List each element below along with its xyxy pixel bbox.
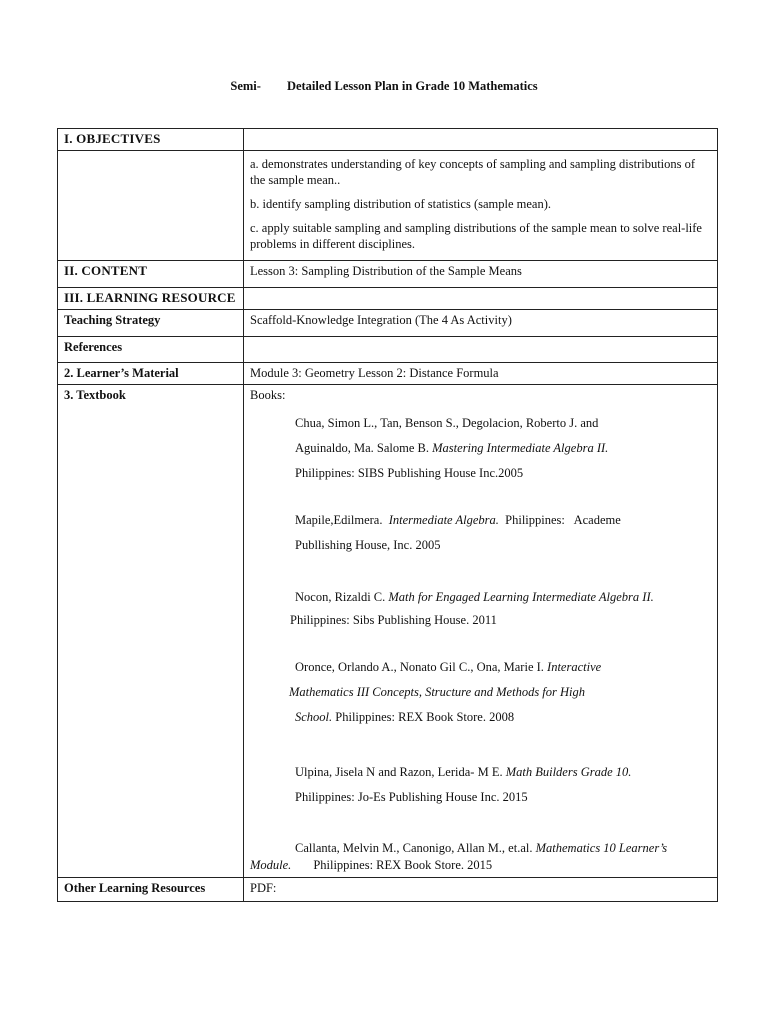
table-row — [58, 878, 718, 902]
title-part-2: Detailed Lesson Plan in Grade 10 Mathematics — [286, 79, 538, 93]
learners-material-label: 2. Learner’s Material — [58, 363, 244, 385]
references-value — [244, 337, 718, 363]
table-row — [58, 337, 718, 363]
other-resources-label: Other Learning Resources — [58, 878, 244, 902]
table-row — [58, 129, 718, 151]
teaching-strategy-label: Teaching Strategy — [58, 310, 244, 337]
book-reference: Nocon, Rizaldi C. Math for Engaged Learning Intermediate Algebra II. Philippines: Sibs Publishing House. 2011 — [290, 590, 654, 627]
textbook-books — [244, 385, 718, 878]
table-row — [58, 385, 718, 878]
other-resources-value: PDF: — [244, 878, 718, 902]
table-row — [58, 310, 718, 337]
table-row — [58, 151, 718, 261]
book-reference: Ulpina, Jisela N and Razon, Lerida- M E. Math Builders Grade 10. Philippines: Jo-Es Publishing House Inc. 2015 — [295, 765, 632, 804]
textbook-label: 3. Textbook — [58, 385, 244, 878]
table-row — [58, 261, 718, 288]
table-row — [58, 363, 718, 385]
learners-material-value: Module 3: Geometry Lesson 2: Distance Formula — [244, 363, 718, 385]
objectives-value — [244, 129, 718, 151]
book-reference: Mapile,Edilmera. Intermediate Algebra. Philippines: Academe Publlishing House, Inc. 2005 — [295, 513, 621, 552]
learning-resource-value — [244, 288, 718, 310]
teaching-strategy-value: Scaffold-Knowledge Integration (The 4 As Activity) — [244, 310, 718, 337]
objective-item: c. apply suitable sampling and sampling distributions of the sample mean to solve real-life problems in different disciplines. — [250, 221, 702, 251]
empty-cell — [58, 151, 244, 261]
content-value: Lesson 3: Sampling Distribution of the Sample Means — [244, 261, 718, 288]
book-reference: Chua, Simon L., Tan, Benson S., Degolacion, Roberto J. and Aguinaldo, Ma. Salome B. Mastering Intermediate Algebra II. Philippines: SIBS Publishing House Inc.2005 — [295, 416, 609, 480]
objective-item: a. demonstrates understanding of key concepts of sampling and sampling distributions of the sample mean.. — [250, 157, 696, 187]
lesson-plan-table — [57, 128, 718, 902]
book-reference: Oronce, Orlando A., Nonato Gil C., Ona, Marie I. Interactive Mathematics III Concepts, Structure and Methods for High School. Philippines: REX Book Store. 2008 — [289, 660, 602, 724]
book-reference: Callanta, Melvin M., Canonigo, Allan M., et.al. Mathematics 10 Learner’s Module. Philippines: REX Book Store. 2015 — [250, 841, 668, 872]
learning-resource-label: III. LEARNING RESOURCE — [58, 288, 244, 310]
objective-item: b. identify sampling distribution of statistics (sample mean). — [250, 197, 551, 211]
content-label: II. CONTENT — [58, 261, 244, 288]
table-row — [58, 288, 718, 310]
document-title — [0, 79, 768, 94]
references-label: References — [58, 337, 244, 363]
title-part-1: Semi- — [230, 79, 261, 93]
objectives-list — [244, 151, 718, 261]
objectives-label: I. OBJECTIVES — [58, 129, 244, 151]
books-label: Books: — [250, 388, 286, 402]
